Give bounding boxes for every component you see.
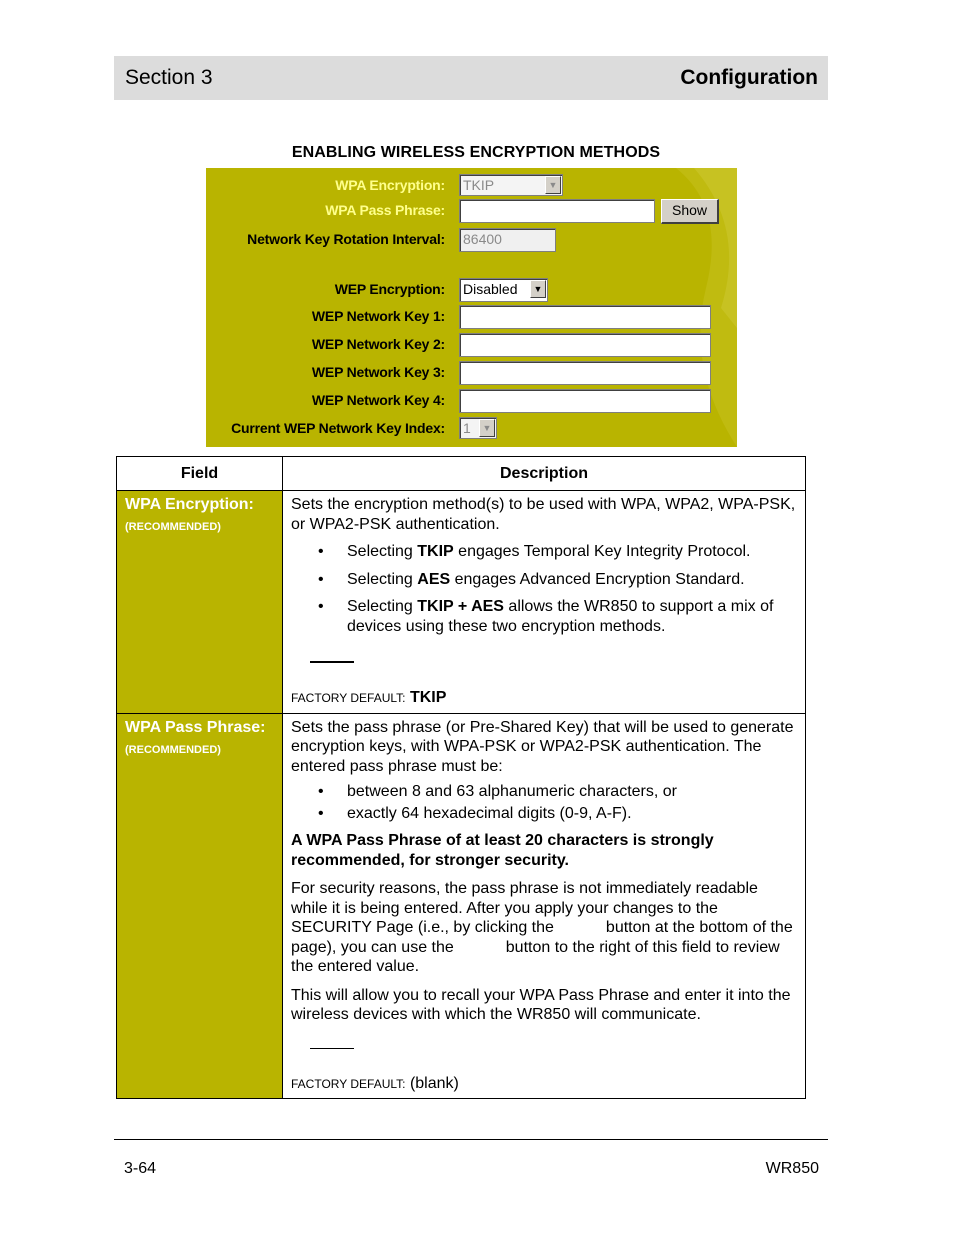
- security-paragraph: For security reasons, the pass phrase is not immediately readable while it is being entered. After you apply your changes to the SECURITY Page (i.e., by clicking the button at the bottom of the page), you can use the button to the right of this field to review the entered value.: [291, 880, 793, 975]
- field-name: WPA Pass Phrase:: [125, 718, 266, 736]
- chevron-down-icon: ▼: [479, 419, 495, 437]
- wpa-pass-phrase-input[interactable]: [459, 199, 655, 223]
- wep-key3-input[interactable]: [459, 361, 711, 385]
- product-model: WR850: [765, 1160, 819, 1177]
- wep-key4-input[interactable]: [459, 389, 711, 413]
- table-header-row: [117, 457, 806, 491]
- requirement-list: [291, 782, 797, 823]
- description-column-header: Description: [283, 457, 806, 491]
- wep-index-select[interactable]: [459, 417, 497, 439]
- field-cell: [117, 491, 283, 714]
- description-text: Sets the pass phrase (or Pre-Shared Key) that will be used to generate encryption keys, with WPA-PSK or WPA2-PSK authentication. The entered pass phrase must be:: [291, 718, 794, 775]
- wpa-encryption-select[interactable]: [459, 174, 563, 196]
- key-rotation-label: Network Key Rotation Interval:: [247, 231, 445, 247]
- recall-paragraph: This will allow you to recall your WPA Pass Phrase and enter it into the wireless devices with which the WR850 will communicate.: [291, 986, 791, 1023]
- wep-encryption-value: Disabled: [463, 281, 518, 297]
- recommended-note: (RECOMMENDED): [125, 743, 221, 756]
- wep-key2-label: WEP Network Key 2:: [311, 336, 445, 352]
- option-list: [291, 542, 797, 636]
- wep-index-label: Current WEP Network Key Index:: [231, 420, 445, 436]
- description-cell: [283, 491, 806, 714]
- description-cell: [283, 713, 806, 1099]
- list-item: • Selecting TKIP engages Temporal Key Integrity Protocol.: [318, 543, 751, 560]
- list-item: • Selecting AES engages Advanced Encryption Standard.: [318, 570, 745, 588]
- field-description-table: [116, 456, 806, 1099]
- chevron-down-icon: ▼: [530, 280, 546, 298]
- note-divider: [310, 1048, 354, 1049]
- wep-key2-input[interactable]: [459, 333, 711, 357]
- wep-key3-label: WEP Network Key 3:: [311, 364, 445, 380]
- key-rotation-row: [206, 228, 737, 252]
- wpa-pass-phrase-row: [206, 199, 737, 223]
- wep-index-value: 1: [463, 420, 471, 436]
- field-column-header: Field: [117, 457, 283, 491]
- field-cell: [117, 713, 283, 1099]
- page-number: 3-64: [124, 1160, 157, 1177]
- wpa-encryption-label: WPA Encryption:: [335, 177, 445, 193]
- list-item: • exactly 64 hexadecimal digits (0-9, A-F).: [318, 804, 632, 822]
- wep-index-row: [206, 417, 737, 441]
- wep-key1-input[interactable]: [459, 305, 711, 329]
- section-title: Configuration: [680, 66, 818, 89]
- recommended-note: (RECOMMENDED): [125, 521, 221, 533]
- wep-key1-label: WEP Network Key 1:: [311, 308, 445, 324]
- wpa-encryption-row: [206, 174, 737, 198]
- note-divider: [310, 661, 354, 663]
- section-number: Section 3: [125, 66, 213, 89]
- show-button[interactable]: Show: [661, 199, 719, 224]
- list-item: • Selecting TKIP + AES allows the WR850 to support a mix of devices using these two encryption methods.: [318, 598, 774, 635]
- wep-key2-row: [206, 333, 737, 357]
- factory-default: FACTORY DEFAULT: TKIP: [291, 689, 447, 706]
- description-text: Sets the encryption method(s) to be used with WPA, WPA2, WPA-PSK, or WPA2-PSK authentication.: [291, 496, 796, 533]
- footer-divider: [114, 1139, 828, 1140]
- wep-key3-row: [206, 361, 737, 385]
- chevron-down-icon: ▼: [545, 176, 561, 194]
- wpa-encryption-value: TKIP: [463, 177, 495, 193]
- section-header: [114, 56, 828, 100]
- wpa-pass-phrase-label: WPA Pass Phrase:: [325, 202, 445, 218]
- wep-encryption-select[interactable]: [459, 278, 548, 302]
- key-rotation-input[interactable]: 86400: [459, 228, 556, 252]
- table-row: [117, 491, 806, 714]
- figure-caption: ENABLING WIRELESS ENCRYPTION METHODS: [291, 144, 661, 161]
- security-warning: A WPA Pass Phrase of at least 20 characters is strongly recommended, for stronger security.: [291, 832, 714, 869]
- wep-key1-row: [206, 305, 737, 329]
- encryption-settings-panel: [206, 168, 737, 447]
- wep-key4-row: [206, 389, 737, 413]
- wep-key4-label: WEP Network Key 4:: [311, 392, 445, 408]
- list-item: • between 8 and 63 alphanumeric characters, or: [318, 783, 677, 800]
- wep-encryption-row: [206, 278, 737, 302]
- factory-default: FACTORY DEFAULT: (blank): [291, 1074, 459, 1092]
- table-row: [117, 713, 806, 1099]
- field-name: WPA Encryption:: [125, 496, 254, 513]
- wep-encryption-label: WEP Encryption:: [334, 281, 445, 297]
